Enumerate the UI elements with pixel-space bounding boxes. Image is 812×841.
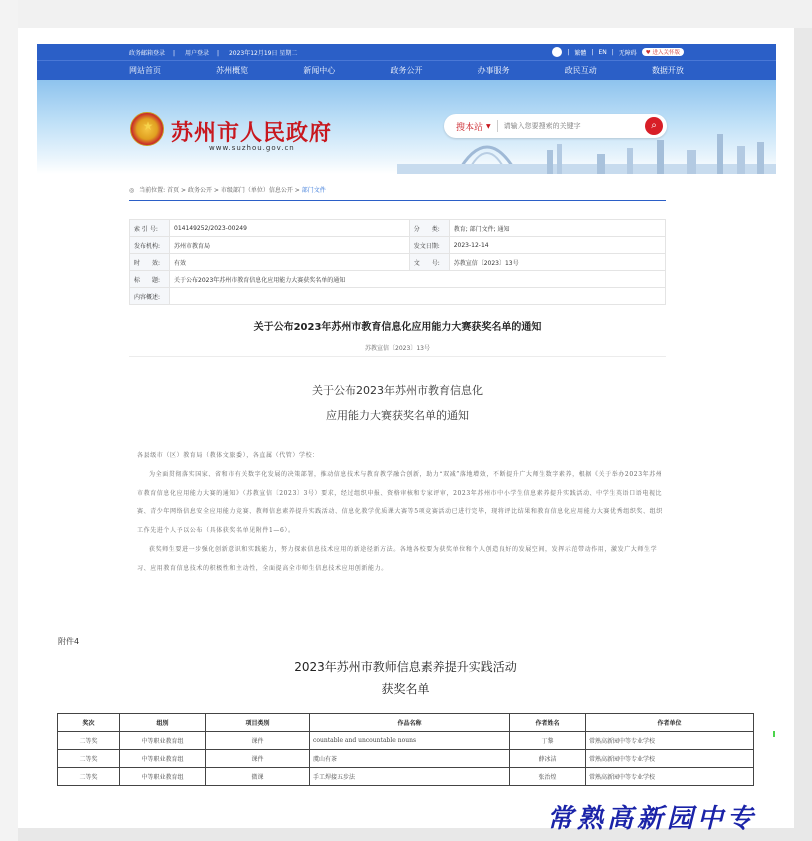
chevron-down-icon[interactable]: ▼ (486, 122, 491, 130)
nav-services[interactable]: 办事服务 (477, 66, 510, 75)
cell-work: countable and uncountable nouns (310, 732, 510, 750)
meta-date-value: 2023-12-14 (449, 237, 665, 254)
cell-category: 微课 (206, 768, 310, 786)
cell-author: 薛冰洁 (510, 750, 586, 768)
document-number: 苏教宣信〔2023〕13号 (365, 345, 430, 352)
col-unit: 作者单位 (586, 714, 754, 732)
traditional-chinese-link[interactable]: 繁體 (574, 49, 587, 57)
cell-unit: 常熟高新园中等专业学校 (586, 768, 754, 786)
breadcrumb-divider (129, 200, 666, 201)
cell-award: 二等奖 (58, 750, 120, 768)
breadcrumb-home[interactable]: 首页 (167, 187, 180, 194)
cell-award: 二等奖 (58, 768, 120, 786)
search-icon[interactable]: ⌕ (645, 117, 663, 135)
cell-author: 张治煌 (510, 768, 586, 786)
cell-author: 丁黎 (510, 732, 586, 750)
notice-body (137, 447, 667, 579)
nav-home[interactable]: 网站首页 (129, 66, 161, 75)
breadcrumb-departments[interactable]: 市级部门（单位）信息公开 (220, 187, 293, 194)
col-category: 项目类别 (206, 714, 310, 732)
current-date: 2023年12月19日 星期二 (228, 49, 298, 57)
national-emblem: ★ (130, 112, 164, 146)
search-scope-label[interactable]: 搜本站 (456, 122, 484, 133)
cell-work: 手工焊接五步法 (310, 768, 510, 786)
nav-interaction[interactable]: 政民互动 (564, 66, 597, 75)
table-row (58, 732, 754, 750)
meta-category-value: 教育; 部门文件; 通知 (449, 220, 665, 237)
nav-news[interactable]: 新闻中心 (303, 66, 336, 75)
document-title: 关于公布2023年苏州市教育信息化应用能力大赛获奖名单的通知 (253, 322, 542, 333)
attachment-title-line2: 获奖名单 (381, 682, 430, 696)
nav-overview[interactable]: 苏州概览 (216, 66, 249, 75)
notice-heading-line1: 关于公布2023年苏州市教育信息化 (312, 384, 483, 397)
table-row (58, 750, 754, 768)
col-group: 组别 (120, 714, 206, 732)
document-divider (129, 356, 666, 357)
site-title[interactable]: 苏州市人民政府 (171, 120, 333, 146)
award-table-header (58, 714, 754, 732)
meta-index-value: 014149252/2023-00249 (170, 220, 410, 237)
care-mode-button[interactable]: ♥ 进入关怀版 (642, 48, 684, 56)
cell-group: 中等职业教育组 (120, 732, 206, 750)
document-meta-table (129, 219, 666, 305)
meta-validity-label: 时 效: (130, 254, 170, 271)
nav-open-data[interactable]: 数据开放 (651, 66, 684, 75)
notice-paragraph-2: 获奖师生要进一步强化创新意识和实践能力，努力探索信息技术应用的新途径新方法。各地各校要为获奖单位和个人创造良好的发展空间，发挥示范带动作用，激发广大师生学习、应用教育信息技术的积极性和主动性，全面提高全市师生信息技术应用创新能力。 (137, 545, 658, 572)
top-utility-bar: 政务邮箱登录 | 用户登录 | 2023年12月19日 星期二 | 繁體 | EN | 无障碍 ♥ 进入关怀版 (37, 44, 776, 60)
cell-group: 中等职业教育组 (120, 750, 206, 768)
scroll-marker (773, 731, 775, 737)
breadcrumb-gov-affairs[interactable]: 政务公开 (187, 187, 212, 194)
site-search (444, 114, 667, 138)
location-pin-icon: ◎ (129, 187, 135, 194)
mail-login-link[interactable]: 政务邮箱登录 (129, 49, 166, 57)
meta-docno-value: 苏教宣信〔2023〕13号 (449, 254, 665, 271)
notice-paragraph-1: 为全面贯彻落实国家、省和市有关数字化发展的决策部署，推动信息技术与教育教学融合创新，助力“双减”落地增效，不断提升广大师生数字素养，根据《关于举办2023年苏州市教育信息化应用能力大赛的通知》（苏教宣信〔2023〕3号）要求，经过组织申报、资格审核和专家评审，2023年苏州市中小学生信息素养提升实践活动、中学生英语口语电视比赛、青少年网络信息安全应用能力竞赛、教师信息素养提升实践活动、信息化教学优质课大赛等5项竞赛活动已进行完毕，现将评比结果和教育信息化应用能力大赛优秀组织奖、组织工作先进个人予以公布（具体获奖名单见附件1—6）。 (137, 470, 663, 535)
care-mode-label: 进入关怀版 (652, 50, 680, 56)
nav-gov-affairs[interactable]: 政务公开 (390, 66, 423, 75)
meta-date-label: 发文日期: (409, 237, 449, 254)
meta-org-label: 发布机构: (130, 237, 170, 254)
breadcrumb-prefix: 当前位置: (139, 187, 166, 194)
notice-salutation: 各县级市（区）教育局（教体文旅委），各直属（代管）学校： (137, 452, 319, 459)
col-award: 奖次 (58, 714, 120, 732)
meta-category-label: 分 类: (409, 220, 449, 237)
top-margin (0, 0, 812, 28)
accessibility-link[interactable]: 无障碍 (618, 49, 637, 57)
meta-index-label: 索 引 号: (130, 220, 170, 237)
meta-title-label: 标 题: (130, 271, 170, 288)
breadcrumb: ◎ 当前位置: 首页 > 政务公开 > 市级部门（单位）信息公开 > 部门文件 (129, 187, 326, 194)
meta-summary-label: 内容概述: (130, 288, 170, 305)
site-url: www.suzhou.gov.cn (209, 144, 295, 152)
breadcrumb-current[interactable]: 部门文件 (301, 187, 326, 194)
attachment-title-line1: 2023年苏州市教师信息素养提升实践活动 (294, 660, 517, 674)
meta-summary-value (170, 288, 666, 305)
left-margin (0, 0, 18, 841)
award-table (57, 713, 754, 786)
main-nav (37, 60, 776, 80)
cell-category: 课件 (206, 750, 310, 768)
table-row (58, 768, 754, 786)
banner (37, 80, 776, 174)
cell-work: 虞山有茶 (310, 750, 510, 768)
notice-heading-line2: 应用能力大赛获奖名单的通知 (326, 409, 469, 422)
meta-title-value: 关于公布2023年苏州市教育信息化应用能力大赛获奖名单的通知 (170, 271, 666, 288)
cell-unit: 常熟高新园中等专业学校 (586, 750, 754, 768)
col-author: 作者姓名 (510, 714, 586, 732)
cell-category: 课件 (206, 732, 310, 750)
cell-unit: 常熟高新园中等专业学校 (586, 732, 754, 750)
meta-org-value: 苏州市教育局 (170, 237, 410, 254)
search-input[interactable] (504, 122, 634, 130)
cell-group: 中等职业教育组 (120, 768, 206, 786)
meta-docno-label: 文 号: (409, 254, 449, 271)
site-header (37, 44, 776, 174)
english-link[interactable]: EN (598, 48, 607, 56)
handwritten-signature: 常熟高新园中专 (547, 804, 758, 834)
cell-award: 二等奖 (58, 732, 120, 750)
user-login-link[interactable]: 用户登录 (184, 49, 209, 57)
col-work: 作品名称 (310, 714, 510, 732)
attachment-label: 附件4 (58, 637, 80, 646)
meta-validity-value: 有效 (170, 254, 410, 271)
weibo-icon[interactable] (552, 47, 562, 57)
